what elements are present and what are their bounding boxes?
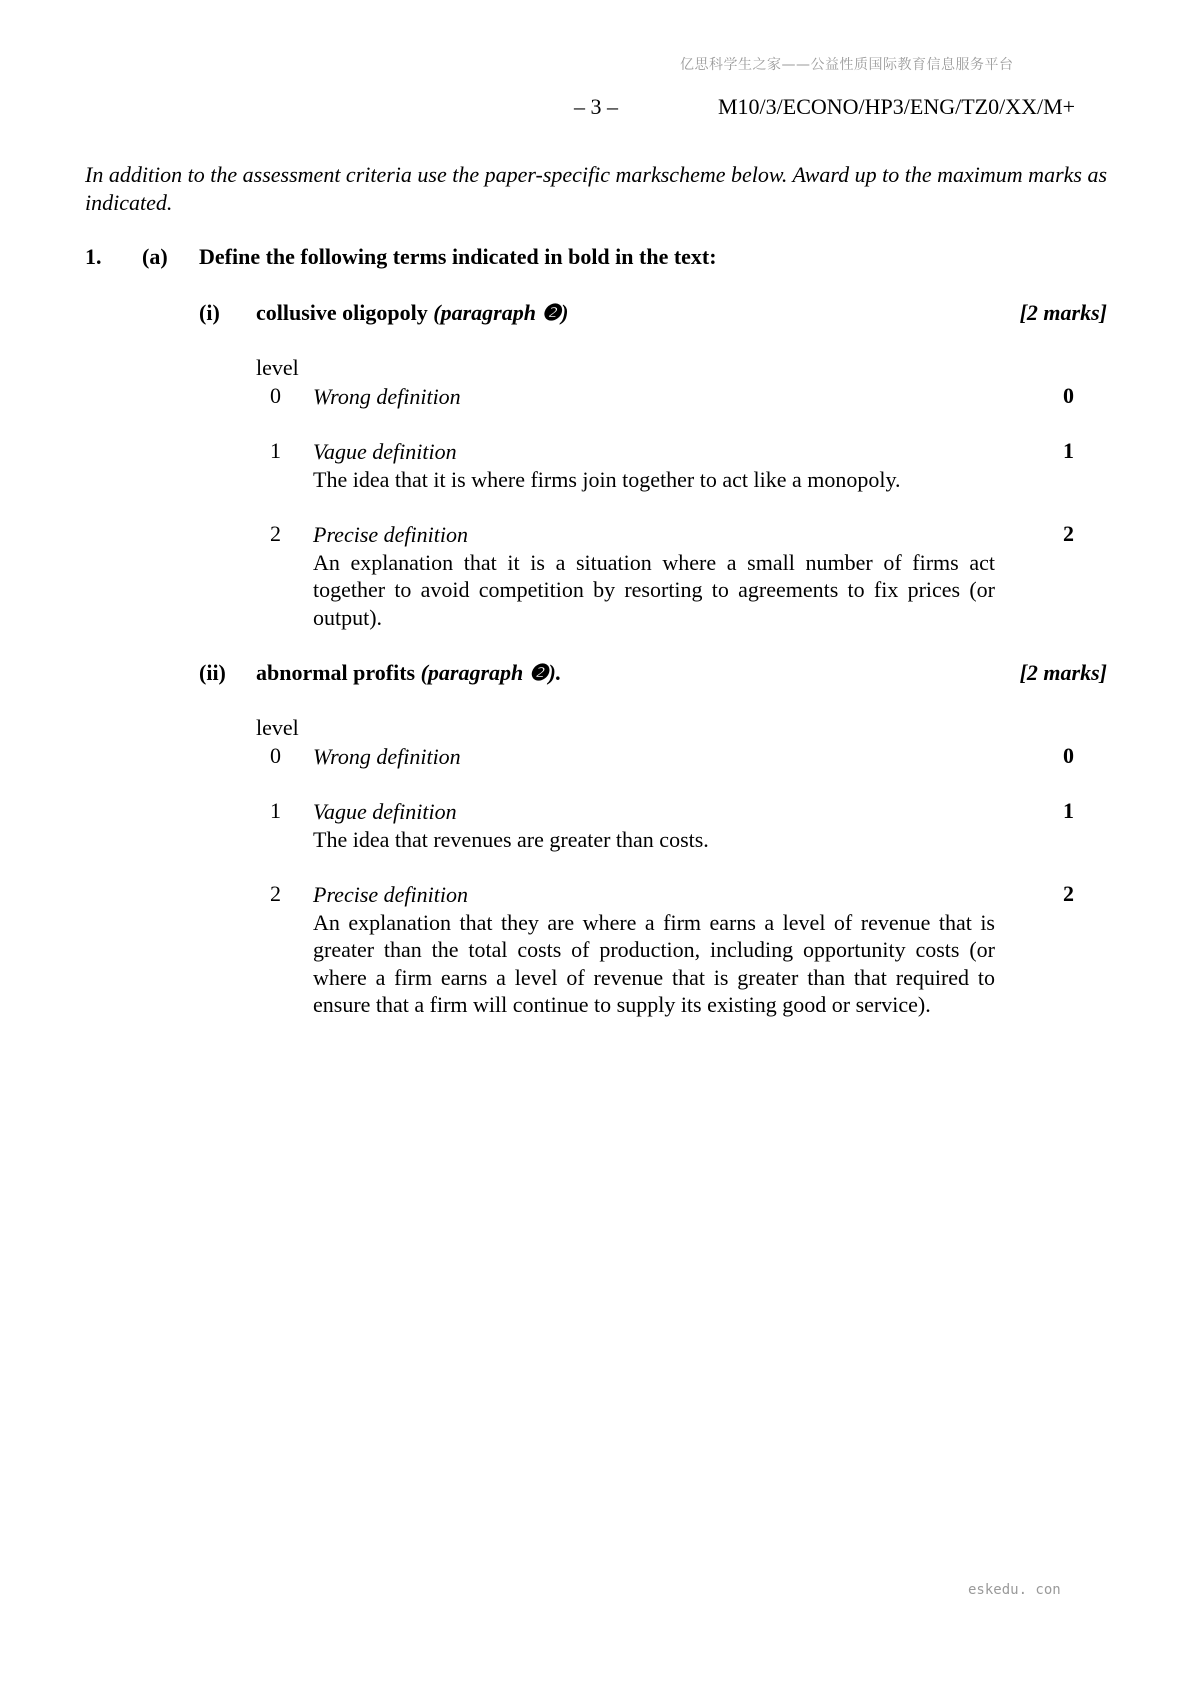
level-number: 1 (270, 438, 281, 463)
level-descriptor (313, 798, 995, 853)
level-mark: 1 (1063, 438, 1074, 463)
subpart-marks: [2 marks] (1019, 660, 1107, 685)
subpart-marks: [2 marks] (1019, 300, 1107, 325)
subpart-numeral: (i) (199, 300, 220, 325)
level-title: Vague definition (313, 439, 457, 464)
paper-code: M10/3/ECONO/HP3/ENG/TZ0/XX/M+ (718, 94, 1076, 119)
subpart-term (256, 660, 561, 686)
level-descriptor (313, 881, 995, 1019)
question-stem: Define the following terms indicated in bold in the text: (199, 244, 717, 269)
level-number: 2 (270, 881, 281, 906)
level-title: Wrong definition (313, 744, 461, 769)
level-number: 0 (270, 383, 281, 408)
level-description: The idea that revenues are greater than costs. (313, 826, 709, 852)
level-title: Vague definition (313, 799, 457, 824)
marking-instructions: In addition to the assessment criteria use the paper-specific markscheme below. Award up to the maximum marks as indicated. (85, 162, 1108, 215)
level-mark: 1 (1063, 798, 1074, 823)
level-descriptor (313, 521, 995, 631)
level-mark: 2 (1063, 521, 1074, 546)
level-heading: level (256, 355, 299, 380)
page-number: – 3 – (574, 94, 618, 119)
term-text: abnormal profits (256, 660, 421, 685)
level-mark: 2 (1063, 881, 1074, 906)
level-descriptor (313, 383, 995, 411)
question-part: (a) (142, 244, 168, 269)
level-mark: 0 (1063, 383, 1074, 408)
footer-watermark: eskedu. con (968, 1582, 1061, 1598)
level-number: 1 (270, 798, 281, 823)
subpart-term (256, 300, 568, 326)
paragraph-reference: (paragraph ❷) (433, 300, 569, 325)
level-title: Wrong definition (313, 384, 461, 409)
level-descriptor (313, 438, 995, 493)
level-description: The idea that it is where firms join together to act like a monopoly. (313, 466, 901, 492)
level-number: 0 (270, 743, 281, 768)
subpart-numeral: (ii) (199, 660, 226, 685)
question-number: 1. (85, 244, 102, 269)
level-description: An explanation that it is a situation where a small number of firms act together to avoid competition by resorting to agreements to fix prices (or output). (313, 549, 995, 630)
level-heading: level (256, 715, 299, 740)
level-description: An explanation that they are where a firm earns a level of revenue that is greater than the total costs of production, including opportunity costs (or where a firm earns a level of revenue that is greater than that required to ensure that a firm will continue to supply its existing good or service). (313, 909, 995, 1017)
header-watermark: 亿思科学生之家——公益性质国际教育信息服务平台 (680, 57, 1014, 73)
level-mark: 0 (1063, 743, 1074, 768)
level-number: 2 (270, 521, 281, 546)
level-descriptor (313, 743, 995, 771)
level-title: Precise definition (313, 522, 468, 547)
term-text: collusive oligopoly (256, 300, 434, 325)
level-title: Precise definition (313, 882, 468, 907)
paragraph-reference: (paragraph ❷). (420, 660, 562, 685)
